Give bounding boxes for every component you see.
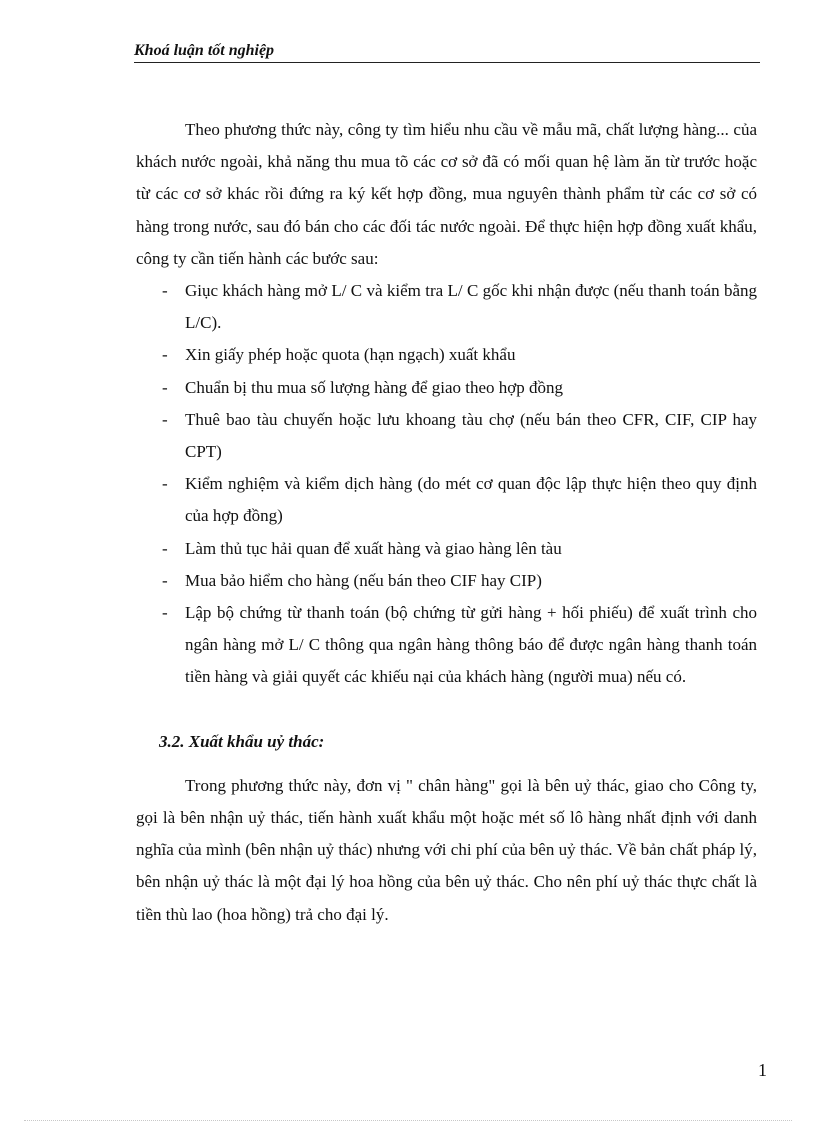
list-item-text: Lập bộ chứng từ thanh toán (bộ chứng từ gửi hàng + hối phiếu) để xuất trình cho ngân hàng mở L/ C thông qua ngân hàng thông báo để được ngân hàng thanh toán tiền hàng và giải quyết các khiếu nại của khách hàng (người mua) nếu có. <box>185 603 757 687</box>
list-bullet: - <box>162 377 168 397</box>
list-bullet: - <box>162 474 168 494</box>
list-item <box>136 404 757 468</box>
list-item <box>136 565 757 597</box>
list-item-text: Mua bảo hiểm cho hàng (nếu bán theo CIF hay CIP) <box>185 570 542 590</box>
page-header <box>134 42 760 63</box>
list-item-text: Xin giấy phép hoặc quota (hạn ngạch) xuất khẩu <box>185 345 516 365</box>
list-bullet: - <box>162 570 168 590</box>
footer-divider <box>24 1120 792 1121</box>
list-item <box>136 468 757 532</box>
list-item <box>136 275 757 339</box>
header-title: Khoá luận tốt nghiệp <box>134 42 275 59</box>
list-bullet: - <box>162 409 168 429</box>
document-body <box>136 114 757 931</box>
list-bullet: - <box>162 538 168 558</box>
list-item-text: Giục khách hàng mở L/ C và kiểm tra L/ C gốc khi nhận được (nếu thanh toán bằng L/C). <box>185 281 757 333</box>
list-item-text: Kiểm nghiệm và kiểm dịch hàng (do mét cơ quan độc lập thực hiện theo quy định của hợp đồng) <box>185 474 757 526</box>
list-item-text: Làm thủ tục hải quan để xuất hàng và giao hàng lên tàu <box>185 538 562 558</box>
list-item <box>136 597 757 694</box>
steps-list <box>136 275 757 694</box>
section-heading: 3.2. Xuất khẩu uỷ thác: <box>159 731 325 751</box>
list-item <box>136 372 757 404</box>
list-item-text: Chuẩn bị thu mua số lượng hàng để giao theo hợp đồng <box>185 377 564 397</box>
list-item <box>136 533 757 565</box>
list-item <box>136 339 757 371</box>
intro-paragraph: Theo phương thức này, công ty tìm hiểu nhu cầu về mẫu mã, chất lượng hàng... của khách nước ngoài, khả năng thu mua tõ các cơ sở đã có mối quan hệ làm ăn từ trước hoặc từ các cơ sở khác rồi đứng ra ký kết hợp đồng, mua nguyên thành phẩm từ các cơ sở có hàng trong nước, sau đó bán cho các đối tác nước ngoài. Để thực hiện hợp đồng xuất khẩu, công ty cần tiến hành các bước sau: <box>136 120 757 268</box>
section-paragraph: Trong phương thức này, đơn vị " chân hàng" gọi là bên uỷ thác, giao cho Công ty, gọi là bên nhận uỷ thác, tiến hành xuất khẩu một hoặc mét số lô hàng nhất định với danh nghĩa của mình (bên nhận uỷ thác) nhưng với chi phí của bên uỷ thác. Về bản chất pháp lý, bên nhận uỷ thác là một đại lý hoa hồng của bên uỷ thác. Cho nên phí uỷ thác thực chất là tiền thù lao (hoa hồng) trả cho đại lý. <box>136 775 757 924</box>
list-bullet: - <box>162 603 168 623</box>
list-bullet: - <box>162 281 168 301</box>
list-item-text: Thuê bao tàu chuyến hoặc lưu khoang tàu chợ (nếu bán theo CFR, CIF, CIP hay CPT) <box>185 409 757 462</box>
list-bullet: - <box>162 345 168 365</box>
page-number: 1 <box>758 1060 767 1080</box>
